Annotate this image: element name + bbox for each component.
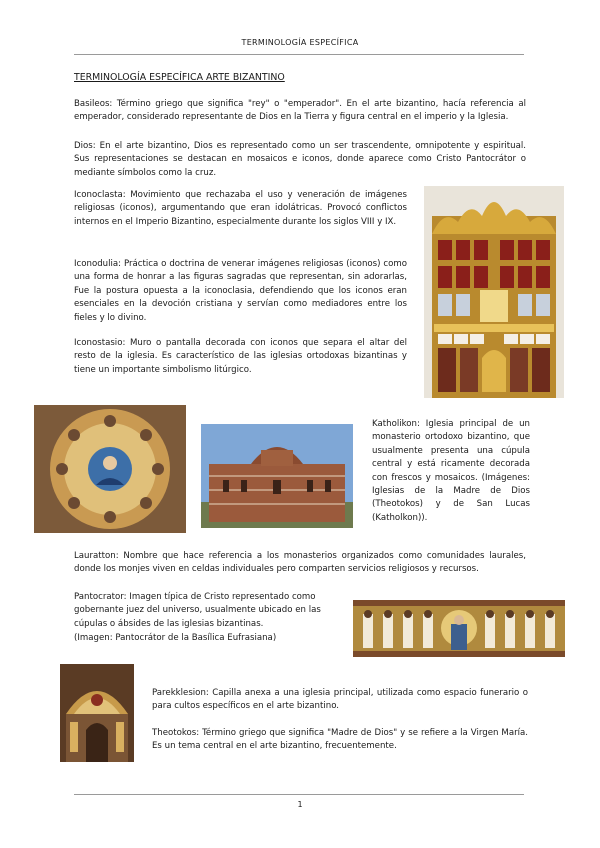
entry-katholikon: Katholikon: Iglesia principal de un monasterio ortodoxo bizantino, que usualmente presenta una cúpula central y está ricamente decorada con frescos y mosaicos. (Imágenes: Iglesias de la Madre de Dios (Theotokos) y de San Lucas (Katholkon)).: [372, 419, 530, 523]
entry-dios: Dios: En el arte bizantino, Dios es representado como un ser trascendente, omnipotente y espiritual. Sus representaciones se destacan en mosaicos e iconos, donde aparece como Cristo Pantocrátor o mediante símbolos como la cruz.: [74, 141, 526, 178]
running-header: TERMINOLOGÍA ESPECÍFICA: [241, 38, 359, 47]
document-title: TERMINOLOGÍA ESPECÍFICA ARTE BIZANTINO: [74, 72, 285, 83]
church-exterior-image: [201, 424, 353, 528]
entry-lauratton: Lauratton: Nombre que hace referencia a los monasterios organizados como comunidades laurales, donde los monjes viven en celdas individuales pero comparten servicios religiosos y recursos.: [74, 551, 526, 575]
page-number: 1: [297, 800, 303, 809]
chapel-interior-image: [60, 664, 134, 762]
mosaic-frieze-image: [353, 600, 565, 657]
entry-iconostasio: Iconostasio: Muro o pantalla decorada con iconos que separa el altar del resto de la iglesia. Es característico de las iglesias ortodoxas bizantinas y tiene un importante simbolismo litúrgico.: [74, 338, 407, 375]
entry-parekklesion: Parekklesion: Capilla anexa a una iglesia principal, utilizada como espacio funerario o para cultos específicos en el arte bizantino.: [152, 688, 528, 712]
footer-rule: [74, 794, 524, 795]
header-rule: [74, 54, 524, 55]
entry-pantocrator: Pantocrator: Imagen típica de Cristo representado como gobernante juez del universo, usualmente ubicado en las cúpulas o ábsides de las iglesias bizantinas.: [74, 592, 321, 629]
entry-theotokos: Theotokos: Término griego que significa "Madre de Dios" y se refiere a la Virgen María. Es un tema central en el arte bizantino, frecuentemente.: [152, 728, 528, 752]
entry-iconodulia: Iconodulia: Práctica o doctrina de venerar imágenes religiosas (iconos) como una forma de honrar a las figuras sagradas que representan, sin adorarlas, Fue la postura opuesta a la iconoclasia, defendiendo que los iconos eran esenciales en la devoción cristiana y servían como mediadores entre los fieles y lo divino.: [74, 259, 407, 323]
entry-iconoclasta: Iconoclasta: Movimiento que rechazaba el uso y veneración de imágenes religiosas (iconos), argumentando que eran idolátricas. Provocó conflictos internos en el Imperio Bizantino, especialmente durante los siglos VIII y IX.: [74, 190, 407, 227]
iconostasis-image: [424, 186, 564, 398]
dome-mosaic-image: [34, 405, 186, 533]
pantocrator-caption: (Imagen: Pantocrátor de la Basílica Eufrasiana): [74, 633, 277, 643]
entry-basileos: Basileos: Término griego que significa "rey" o "emperador". En el arte bizantino, hacía referencia al emperador, considerado representante de Dios en la Tierra y figura central en el imperio y la Iglesia.: [74, 99, 526, 123]
